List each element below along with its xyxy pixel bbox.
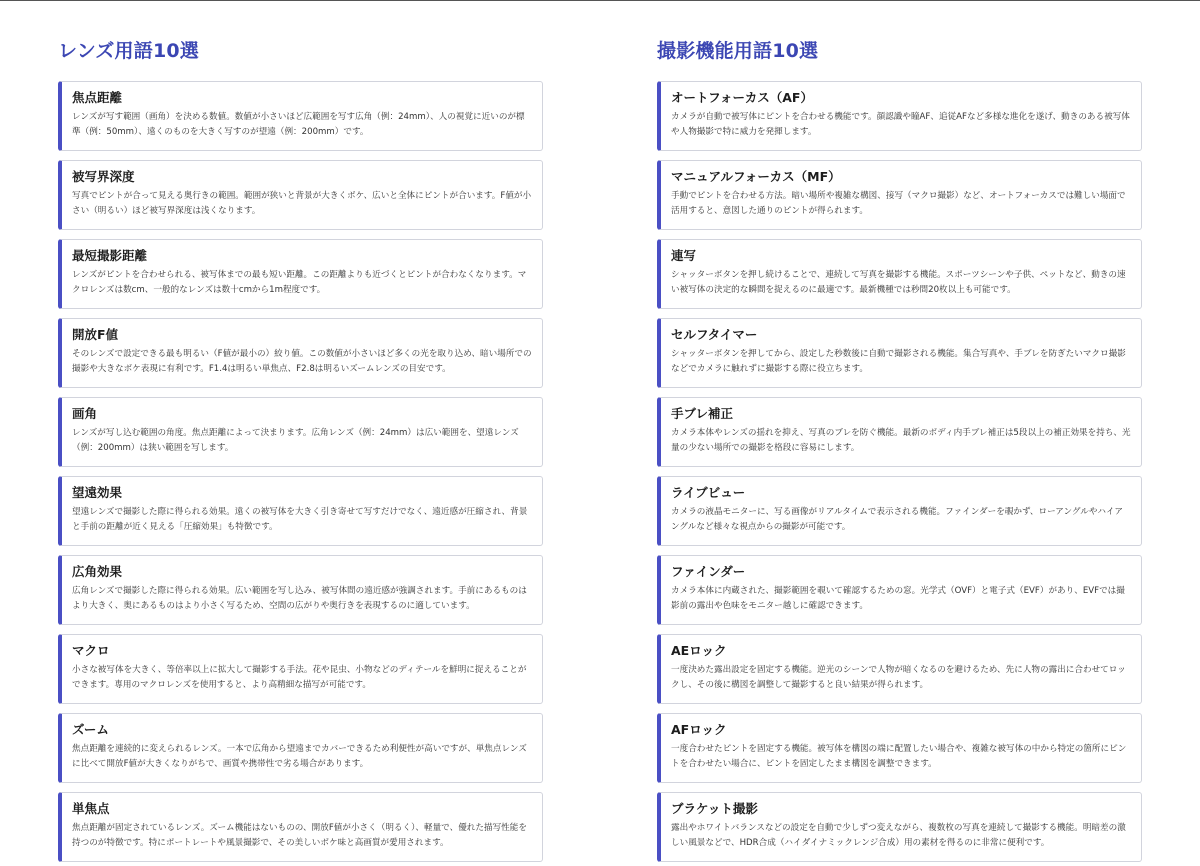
term-description: 小さな被写体を大きく、等倍率以上に拡大して撮影する手法。花や昆虫、小物などのディテールを鮮明に捉えることができます。専用のマクロレンズを使用すると、より高精細な描写が可能です。 [72,665,527,690]
term-description: そのレンズで設定できる最も明るい（F値が最小の）絞り値。この数値が小さいほど多くの光を取り込め、暗い場所での撮影や大きなボケ表現に有利です。F1.4は明るい単焦点、F2.8は明るいズームレンズの目安です。 [72,349,532,374]
term-title: 手ブレ補正 [671,406,734,421]
term-card [58,792,543,862]
term-description: 望遠レンズで撮影した際に得られる効果。遠くの被写体を大きく引き寄せて写すだけでなく、遠近感が圧縮され、背景と手前の距離が近く見える「圧縮効果」も特徴です。 [72,507,528,532]
lens-terms-heading: レンズ用語10選 [58,40,199,62]
term-description: レンズが写し込む範囲の角度。焦点距離によって決まります。広角レンズ（例：24mm）は広い範囲を、望遠レンズ（例：200mm）は狭い範囲を写します。 [72,428,519,453]
term-title: オートフォーカス（AF） [671,90,813,105]
term-title: セルフタイマー [671,327,758,342]
term-title: ライブビュー [671,485,746,500]
term-card [58,713,543,783]
term-title: 広角効果 [72,564,123,579]
term-card [657,318,1142,388]
lens-terms-column [58,38,543,848]
term-card [657,239,1142,309]
term-description: カメラ本体やレンズの揺れを抑え、写真のブレを防ぐ機能。最新のボディ内手ブレ補正は5段以上の補正効果を持ち、光量の少ない場所での撮影を格段に容易にします。 [671,428,1131,453]
term-description: カメラが自動で被写体にピントを合わせる機能です。顔認識や瞳AF、追従AFなど多様な進化を遂げ、動きのある被写体や人物撮影で特に威力を発揮します。 [671,112,1130,137]
shooting-terms-column [657,38,1142,848]
term-description: カメラの液晶モニターに、写る画像がリアルタイムで表示される機能。ファインダーを覗かず、ローアングルやハイアングルなど様々な視点からの撮影が可能です。 [671,507,1123,532]
term-card [58,634,543,704]
term-card [58,397,543,467]
term-card [657,792,1142,862]
term-description: 焦点距離が固定されているレンズ。ズーム機能はないものの、開放F値が小さく（明るく）、軽量で、優れた描写性能を持つのが特徴です。特にポートレートや風景撮影で、その美しいボケ味と高画質が愛用されます。 [72,823,527,848]
shooting-terms-heading: 撮影機能用語10選 [657,40,819,62]
term-description: 露出やホワイトバランスなどの設定を自動で少しずつ変えながら、複数枚の写真を連続して撮影する機能。明暗差の激しい風景などで、HDR合成（ハイダイナミックレンジ合成）用の素材を得るのに非常に便利です。 [671,823,1126,848]
term-card [657,713,1142,783]
term-title: ファインダー [671,564,746,579]
term-title: ブラケット撮影 [671,801,758,816]
term-description: 手動でピントを合わせる方法。暗い場所や複雑な構図、接写（マクロ撮影）など、オートフォーカスでは難しい場面で活用すると、意図した通りのピントが得られます。 [671,191,1126,216]
term-title: AEロック [671,643,727,658]
term-title: 焦点距離 [72,90,123,105]
term-description: シャッターボタンを押してから、設定した秒数後に自動で撮影される機能。集合写真や、手ブレを防ぎたいマクロ撮影などでカメラに触れずに撮影する際に役立ちます。 [671,349,1126,374]
term-description: 焦点距離を連続的に変えられるレンズ。一本で広角から望遠までカバーできるため利便性が高いですが、単焦点レンズに比べて開放F値が大きくなりがちで、画質や携帯性で劣る場合があります。 [72,744,527,769]
term-card [58,318,543,388]
term-title: 最短撮影距離 [72,248,148,263]
term-description: 広角レンズで撮影した際に得られる効果。広い範囲を写し込み、被写体間の遠近感が強調されます。手前にあるものはより大きく、奥にあるものはより小さく写るため、空間の広がりや奥行きを表現するのに適しています。 [72,586,527,611]
term-card [657,160,1142,230]
term-card [58,555,543,625]
term-title: AFロック [671,722,727,737]
term-card [657,634,1142,704]
term-title: 画角 [72,406,98,421]
term-description: レンズが写す範囲（画角）を決める数値。数値が小さいほど広範囲を写す広角（例：24mm）、人の視覚に近いのが標準（例：50mm）、遠くのものを大きく写すのが望遠（例：200mm）です。 [72,112,525,137]
term-card [657,555,1142,625]
term-title: マクロ [72,643,110,658]
term-title: 被写界深度 [72,169,135,184]
term-description: 一度決めた露出設定を固定する機能。逆光のシーンで人物が暗くなるのを避けるため、先に人物の露出に合わせてロックし、その後に構図を調整して撮影すると良い結果が得られます。 [671,665,1126,690]
term-card [657,476,1142,546]
term-title: 連写 [671,248,697,263]
term-description: 写真でピントが合って見える奥行きの範囲。範囲が狭いと背景が大きくボケ、広いと全体にピントが合います。F値が小さい（明るい）ほど被写界深度は浅くなります。 [72,191,532,216]
term-description: 一度合わせたピントを固定する機能。被写体を構図の端に配置したい場合や、複雑な被写体の中から特定の箇所にピントを合わせたい場合に、ピントを固定したまま構図を調整できます。 [671,744,1127,769]
term-title: ズーム [72,722,109,737]
term-card [657,397,1142,467]
term-card [58,239,543,309]
term-title: 望遠効果 [72,485,123,500]
term-title: 単焦点 [72,801,110,816]
term-description: レンズがピントを合わせられる、被写体までの最も短い距離。この距離よりも近づくとピントが合わなくなります。マクロレンズは数cm、一般的なレンズは数十cmから1m程度です。 [72,270,527,295]
term-card [58,476,543,546]
term-description: カメラ本体に内蔵された、撮影範囲を覗いて確認するための窓。光学式（OVF）と電子式（EVF）があり、EVFでは撮影前の露出や色味をモニター越しに確認できます。 [671,586,1125,611]
term-title: マニュアルフォーカス（MF） [671,169,841,184]
term-card [58,81,543,151]
term-title: 開放F値 [72,327,119,342]
term-card [657,81,1142,151]
term-card [58,160,543,230]
term-description: シャッターボタンを押し続けることで、連続して写真を撮影する機能。スポーツシーンや子供、ペットなど、動きの速い被写体の決定的な瞬間を捉えるのに最適です。最新機種では秒間20枚以上も可能です。 [671,270,1126,295]
